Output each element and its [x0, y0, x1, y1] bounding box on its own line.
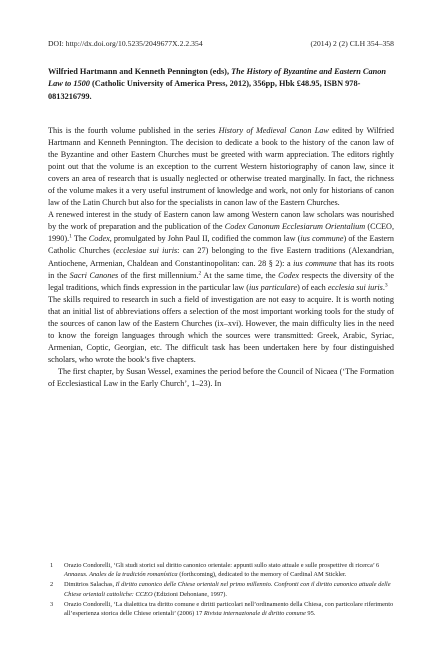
book-title: The History of Byzantine and Eastern Canon Law to 1500 — [48, 67, 386, 89]
journal-reference: (2014) 2 (2) CLH 354–358 — [310, 39, 394, 48]
paragraph-1: This is the fourth volume published in the series History of Medieval Canon Law edited by Wilfried Hartmann and Kenneth Pennington. The decision to dedicate a book to the history of the canon law of the Byzantine and other Eastern Churches must be greeted with warm appreciation. The editors rightly point out that the volume is an exception to the current Western historiography of canon law, since it covers an area of research that is usually neglected or otherwise treated marginally. In fact, the richness of the volume makes it a very useful instrument of knowledge and work, not only for historians of canon law of the Latin Church but also for the specialists in canon law of the Eastern Churches. — [48, 126, 394, 208]
paragraph-4: The first chapter, by Susan Wessel, examines the period before the Council of Nicaea (‘The Formation of Ecclesiastical Law in the Early Church’, 1–23). In — [48, 366, 394, 388]
footnotes — [48, 561, 394, 619]
footnote-text: Dimitrios Salachas, Il diritto canonico delle Chiese orientali nel primo millennio. Confronti con il diritto canonico attuale delle Chiese orientali cattoliche: CCEO (Edizioni Dehoniane, 1997). — [64, 581, 391, 598]
running-header — [48, 39, 394, 48]
footnote-number: 1 — [50, 562, 54, 569]
footnote-3 — [48, 600, 394, 619]
footnote-ref-3[interactable]: 3 — [384, 281, 388, 288]
book-authors: Wilfried Hartmann and Kenneth Pennington (eds), — [48, 67, 232, 76]
review-body — [48, 125, 394, 390]
footnote-2 — [48, 580, 394, 599]
book-citation — [48, 66, 394, 103]
footnote-ref-1[interactable]: 1 — [69, 233, 72, 240]
paragraph-2: A renewed interest in the study of Eastern canon law among Western canon law scholars was nourished by the work of preparation and the publication of the Codex Canonum Ecclesiarum Orientalium (CCEO, 1990).$^1$ The Codex, promulgated by John Paul II, codified the common law (ius commune) of the Eastern Catholic Churches (ecclesiae sui iuris: can 27) belonging to the five Eastern traditions (Alexandrian, Antiochene, Armenian, Chaldean and Constantinopolitan: can. 28 § 2): a ius commune that has its roots in the Sacri Canones of the first millennium.$^2$ At the same time, the Codex respects the diversity of the legal traditions, which finds expression in the particular law (ius particulare) of each ecclesia sui iuris.$^3$ — [48, 210, 394, 292]
book-details: (Catholic University of America Press, 2012), 356pp, Hbk £48.95, ISBN 978-0813216799. — [48, 79, 361, 101]
footnote-number: 3 — [50, 600, 54, 608]
footnote-ref-2[interactable]: 2 — [198, 269, 202, 276]
footnote-number: 2 — [50, 581, 54, 589]
doi-link[interactable]: DOI: http://dx.doi.org/10.5235/2049677X.2.2.354 — [48, 39, 203, 48]
footnote-text: Orazio Condorelli, ‘Gli studi storici sul diritto canonico orientale: appunti sullo stato attuale e sulle prospettive di ricerca’ 6 Annaeus. Anales de la tradición romanística (forthcoming), dedicated to the memory of Cardinal AM Stickler. — [64, 562, 380, 579]
footnote-1 — [48, 561, 394, 580]
paragraph-3: The skills required to research in such a field of investigation are not easy to acquire. It is worth noting that an initial list of abbreviations offers a selection of the most important working tools for the study of the sources of canon law of the Eastern Churches (ix–xvi). However, the main difficulty lies in the need to know the foreign languages through which the sources were transmitted: Greek, Arabic, Syriac, Armenian, Coptic, Georgian, etc. The difficult task has been undertaken here by four distinguished scholars, who wrote the book’s five chapters. — [48, 294, 394, 364]
footnote-text: Orazio Condorelli, ‘La dialettica tra diritto comune e diritti particolari nell’ordinamento della Chiesa, con particolare riferimento all’esperienza storica delle Chiese orientali’ (2006) 17 Rivista internazionale di diritto comune 95. — [64, 600, 394, 618]
